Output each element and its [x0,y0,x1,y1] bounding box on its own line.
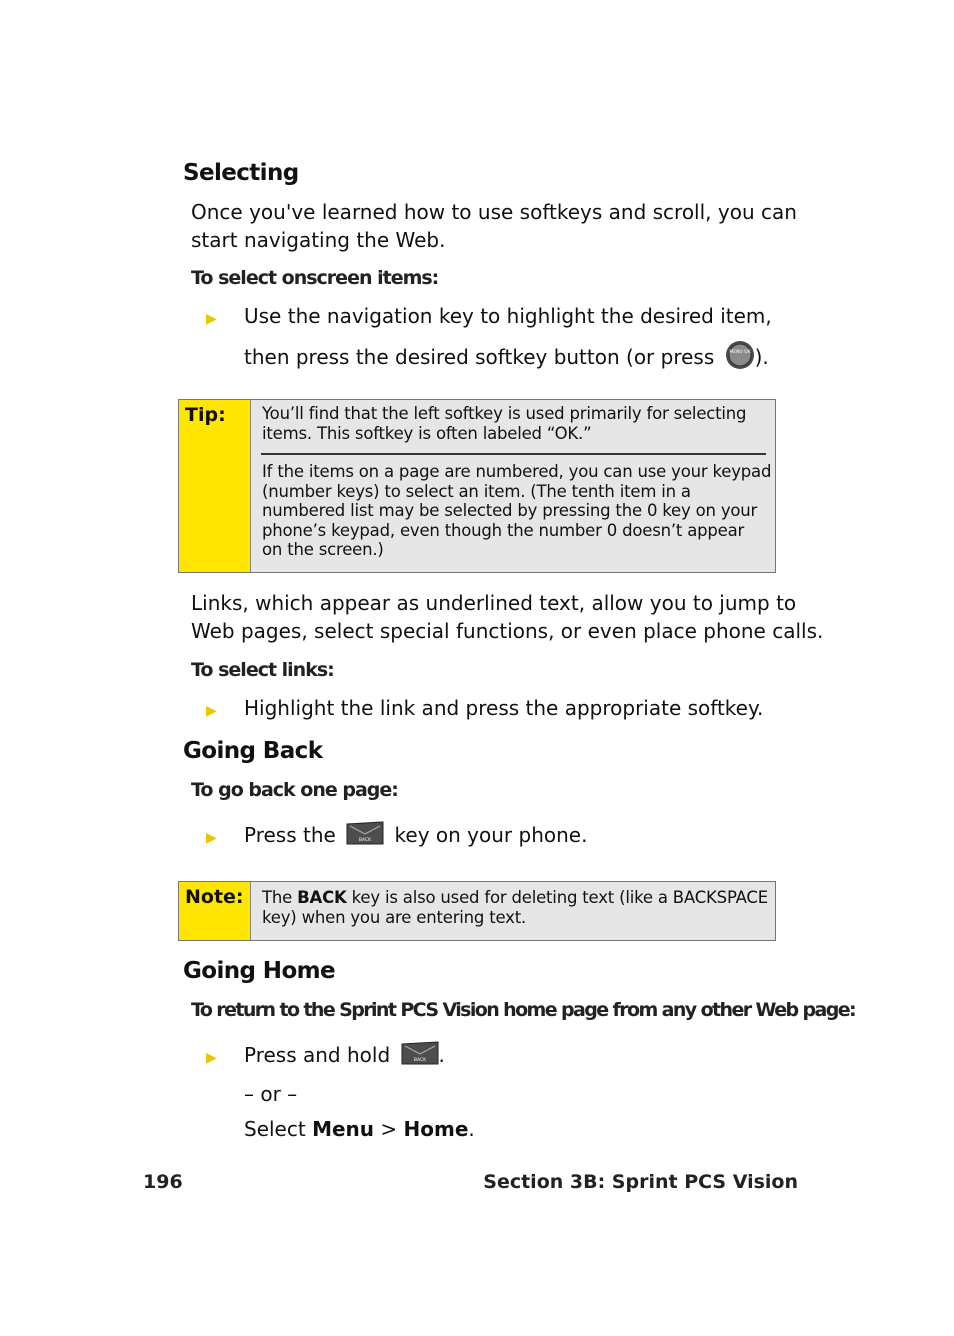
links-step: Highlight the link and press the appropriate softkey. [244,696,764,720]
tip-label-panel [179,400,251,572]
note-line1-pre: The [262,888,293,907]
note-label: Note: [185,886,244,908]
back-key-icon [346,821,384,852]
back-key-icon [401,1041,439,1072]
selecting-intro-line2: start navigating the Web. [191,228,446,252]
tip-para2-line2: (number keys) to select an item. (The tenth item in a [262,481,691,501]
or-separator: – or – [244,1082,298,1106]
tip-para2-line4: phone’s keypad, even though the number 0 doesn’t appear [262,520,745,540]
page-number: 196 [143,1171,183,1193]
going-home-step [244,1041,445,1072]
selecting-heading: Selecting [183,160,299,186]
bullet-arrow-icon: ▶ [206,311,217,327]
menu-label: Menu [312,1117,375,1141]
select-pre: Select [244,1117,306,1141]
bullet-arrow-icon: ▶ [206,703,217,719]
note-line1-post: key is also used for deleting text (like a BACKSPACE [351,888,768,907]
note-line1-bold: BACK [297,888,347,907]
note-box [178,881,776,941]
tip-para2-line5: on the screen.) [262,540,384,559]
select-step-line2-pre: then press the desired softkey button (or press [244,345,715,369]
select-post: . [468,1117,475,1141]
note-line1 [262,888,768,908]
selecting-intro-line1: Once you've learned how to use softkeys and scroll, you can [191,200,797,224]
menu-arrow: > [380,1117,398,1141]
going-back-step-post: key on your phone. [394,823,588,847]
menu-ok-key-icon [725,340,755,377]
tip-label: Tip: [185,404,226,426]
back-key-label: BACK [413,1058,426,1063]
going-home-heading: Going Home [183,958,336,984]
section-title: Section 3B: Sprint PCS Vision [483,1171,798,1193]
return-home-subheading: To return to the Sprint PCS Vision home page from any other Web page: [191,999,856,1021]
select-step-line2 [244,340,769,377]
tip-para1-line1: You’ll find that the left softkey is used primarily for selecting [262,404,747,423]
select-step-line1: Use the navigation key to highlight the desired item, [244,304,772,328]
tip-box [178,399,776,573]
selecting-intro [191,198,797,254]
select-step-line2-post: ). [754,345,769,369]
links-intro [191,589,823,645]
select-links-subheading: To select links: [191,659,334,681]
back-key-label: BACK [359,838,372,843]
going-back-step-pre: Press the [244,823,336,847]
going-back-heading: Going Back [183,738,323,764]
go-back-subheading: To go back one page: [191,779,398,801]
tip-para2-line1: If the items on a page are numbered, you can use your keypad [262,462,772,481]
bullet-arrow-icon: ▶ [206,830,217,846]
tip-para1-line2: items. This softkey is often labeled “OK.” [262,423,592,443]
tip-divider [261,453,766,455]
bullet-arrow-icon: ▶ [206,1050,217,1066]
links-intro-line1: Links, which appear as underlined text, allow you to jump to [191,591,797,615]
tip-para2-line3: numbered list may be selected by pressing the 0 key on your [262,501,758,520]
note-label-panel [179,882,251,940]
select-menu-home [244,1115,475,1143]
note-line2: key) when you are entering text. [262,907,527,927]
note-text [262,888,768,927]
tip-para2 [262,462,771,560]
ok-key-label: MENU OK [728,350,751,355]
going-home-step-pre: Press and hold [244,1043,391,1067]
home-label: Home [403,1117,469,1141]
going-back-step [244,821,587,852]
going-home-step-post: . [438,1043,445,1067]
links-intro-line2: Web pages, select special functions, or even place phone calls. [191,619,824,643]
tip-para1 [262,404,746,443]
select-onscreen-subheading: To select onscreen items: [191,267,439,289]
